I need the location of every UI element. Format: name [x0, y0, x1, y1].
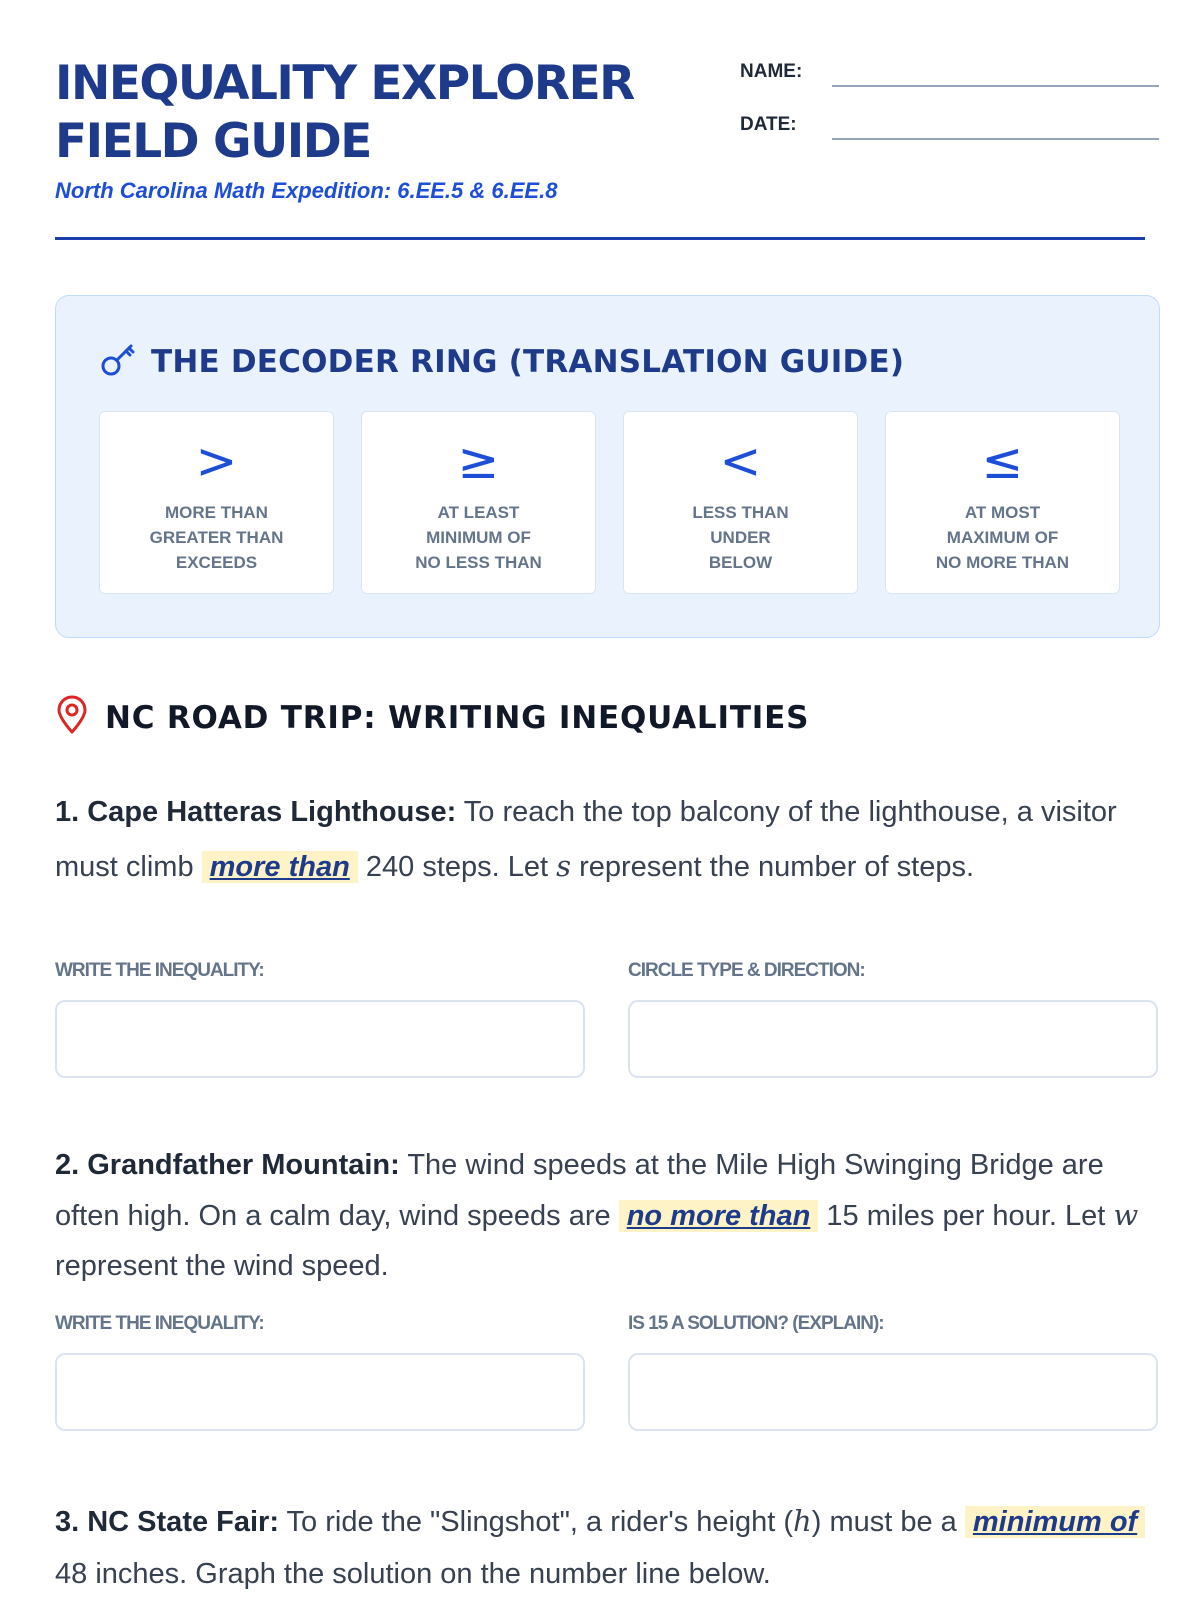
write-inequality-label: WRITE THE INEQUALITY: [55, 1313, 264, 1334]
problem-3 [55, 1495, 1165, 1600]
decoder-card-words [624, 500, 857, 575]
section-header [55, 695, 809, 740]
worksheet-header [55, 0, 1145, 240]
problem-text: 15 miles per hour. Let [818, 1200, 1114, 1232]
card-word: AT MOST [964, 503, 1041, 522]
is-solution-label: IS 15 A SOLUTION? (EXPLAIN): [628, 1313, 884, 1334]
problem-lead: 2. Grandfather Mountain: [55, 1149, 400, 1181]
decoder-card-words [100, 500, 333, 575]
card-word: NO MORE THAN [935, 553, 1070, 572]
less-than-symbol: < [719, 432, 762, 490]
problem-1 [55, 785, 1165, 894]
worksheet-subtitle: North Carolina Math Expedition: 6.EE.5 & 6.EE.8 [55, 178, 558, 203]
card-word: LESS THAN [692, 503, 789, 522]
inequality-answer-box[interactable] [55, 1000, 585, 1078]
card-word: MAXIMUM OF [946, 528, 1059, 547]
variable: s [556, 849, 572, 883]
problem-text: must be a [821, 1506, 965, 1538]
card-word: GREATER THAN [149, 528, 284, 547]
problem-text: 240 steps. Let [357, 851, 557, 883]
greater-equal-symbol: ≥ [457, 432, 500, 490]
card-word: NO LESS THAN [415, 553, 542, 572]
problem-text: To reach the top balcony of the lighthouse, a visitor must climb [55, 796, 1117, 883]
worksheet-title [55, 55, 634, 171]
card-word: MORE THAN [165, 503, 268, 522]
problem-text: represent the number of steps. [571, 851, 975, 883]
solution-explain-box[interactable] [628, 1353, 1158, 1431]
problem-text: 48 inches. Graph the solution on the number line below. [55, 1558, 771, 1590]
decoder-header [99, 340, 904, 383]
write-inequality-label: WRITE THE INEQUALITY: [55, 960, 264, 981]
paren-close: ) [811, 1506, 822, 1538]
problem-2 [55, 1140, 1165, 1291]
title-line-1: INEQUALITY EXPLORER [55, 56, 634, 111]
keyword-highlight: no more than [619, 1200, 819, 1232]
decoder-card-words [362, 500, 595, 575]
decoder-card-words [886, 500, 1119, 575]
name-line[interactable] [832, 85, 1159, 87]
variable: w [1113, 1198, 1139, 1232]
problem-text: To ride the "Slingshot", a rider's height [279, 1506, 784, 1538]
title-line-2: FIELD GUIDE [55, 114, 371, 169]
card-word: BELOW [708, 553, 773, 572]
paren-open: ( [783, 1506, 794, 1538]
problem-text: The wind speeds at the Mile High Swinging Bridge are often high. On a calm day, wind speeds are [55, 1149, 1104, 1232]
decoder-card-less [623, 411, 858, 594]
card-word: UNDER [710, 528, 771, 547]
map-pin-icon [55, 695, 89, 740]
problem-text: represent the wind speed. [55, 1250, 389, 1282]
keyword-highlight: more than [202, 851, 358, 883]
circle-type-label: CIRCLE TYPE & DIRECTION: [628, 960, 865, 981]
problem-lead: 1. Cape Hatteras Lighthouse: [55, 796, 457, 828]
less-equal-symbol: ≤ [981, 432, 1024, 490]
date-line[interactable] [832, 138, 1159, 140]
key-icon [99, 340, 137, 383]
card-word: AT LEAST [437, 503, 520, 522]
card-word: MINIMUM OF [426, 528, 531, 547]
inequality-answer-box[interactable] [55, 1353, 585, 1431]
decoder-title: THE DECODER RING (TRANSLATION GUIDE) [151, 343, 905, 380]
problem-lead: 3. NC State Fair: [55, 1506, 279, 1538]
decoder-card-less-equal [885, 411, 1120, 594]
keyword-highlight: minimum of [965, 1506, 1145, 1538]
date-label: DATE: [740, 114, 797, 135]
circle-type-answer-box[interactable] [628, 1000, 1158, 1078]
variable: h [793, 1504, 812, 1538]
section-title: NC ROAD TRIP: WRITING INEQUALITIES [105, 699, 810, 736]
card-word: EXCEEDS [175, 553, 258, 572]
decoder-card-greater-equal [361, 411, 596, 594]
decoder-ring-panel [55, 295, 1160, 638]
decoder-card-greater [99, 411, 334, 594]
name-label: NAME: [740, 61, 803, 82]
greater-than-symbol: > [195, 432, 238, 490]
